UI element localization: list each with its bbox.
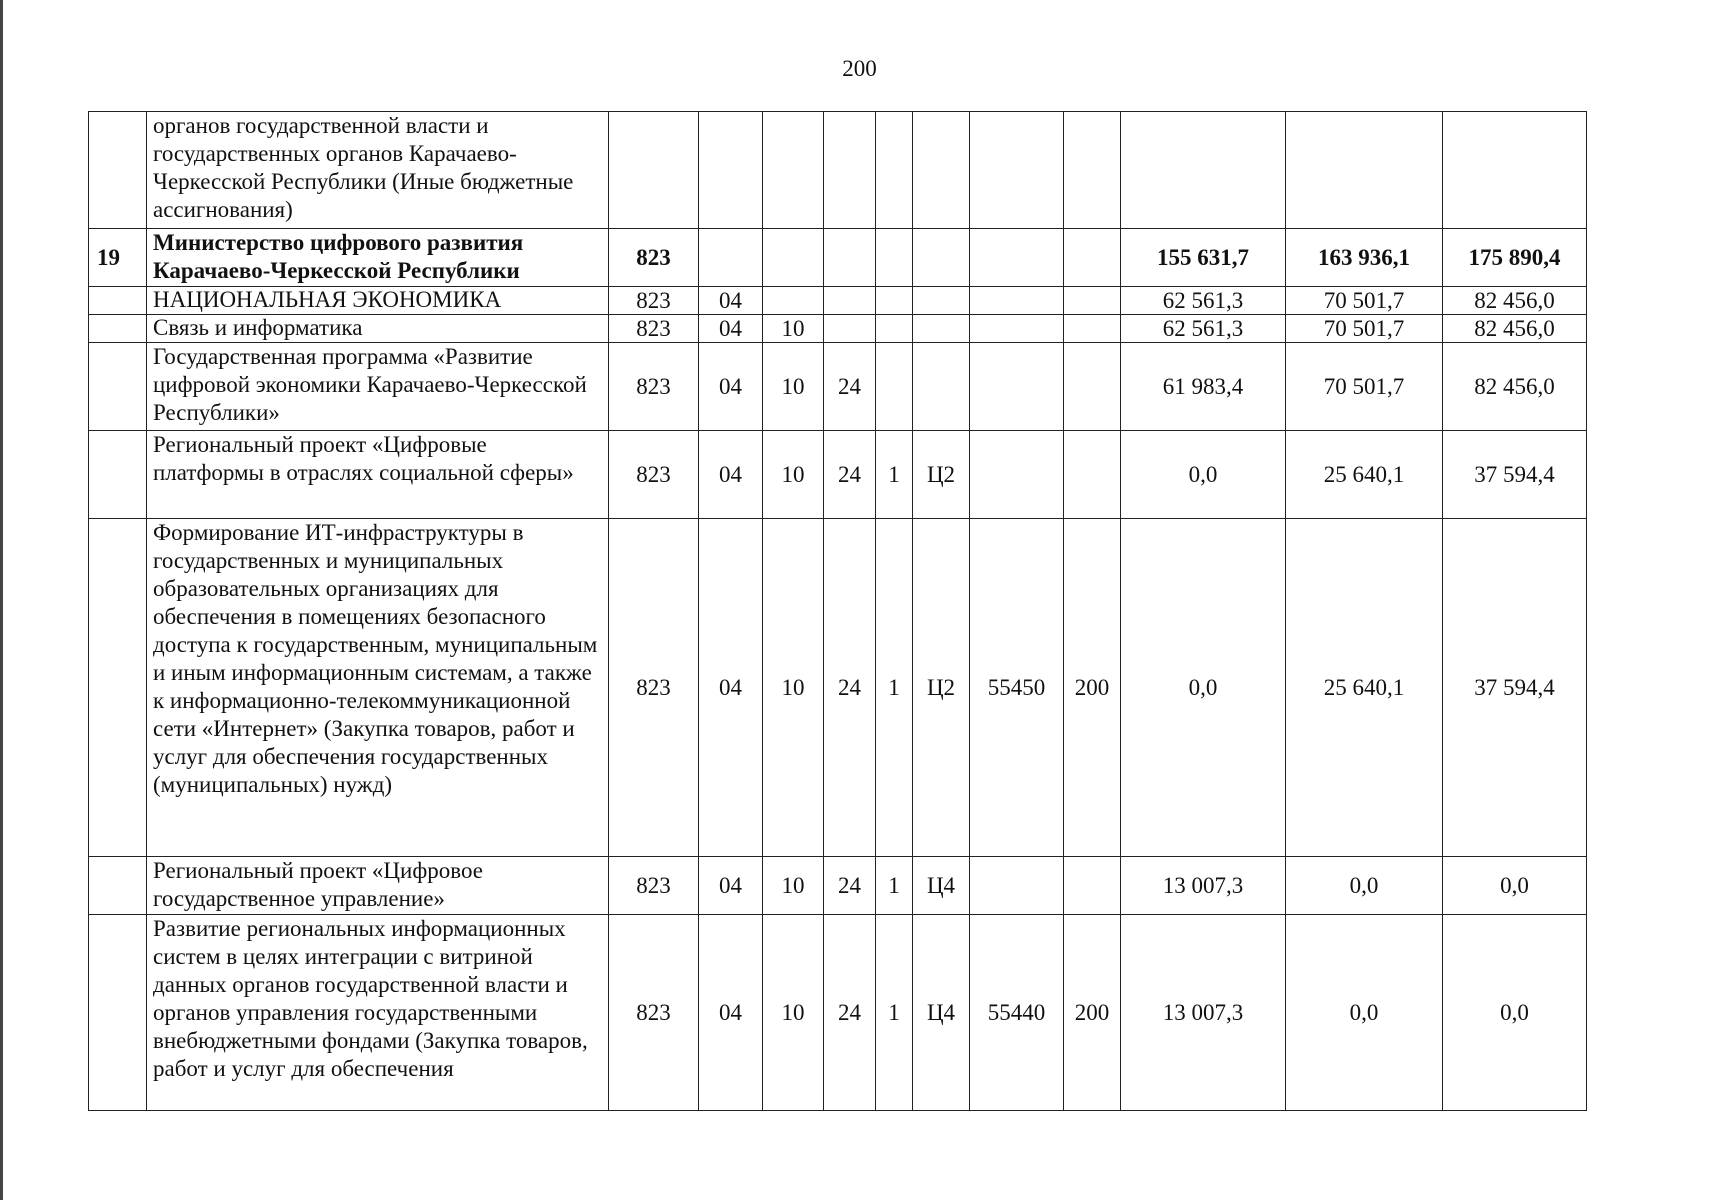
row-number: 19: [89, 229, 147, 287]
cell-vr: [1064, 287, 1121, 315]
cell-project: [913, 112, 970, 229]
cell-project: Ц2: [913, 431, 970, 519]
cell-rz: 04: [699, 287, 763, 315]
cell-program: [824, 229, 876, 287]
cell-year3: 175 890,4: [1443, 229, 1587, 287]
cell-year1: 13 007,3: [1121, 857, 1286, 915]
cell-year3: 0,0: [1443, 915, 1587, 1111]
cell-program: [824, 287, 876, 315]
cell-year2: 70 501,7: [1286, 343, 1443, 431]
cell-ved: [609, 112, 699, 229]
row-number: [89, 315, 147, 343]
cell-ved: 823: [609, 315, 699, 343]
cell-program: 24: [824, 915, 876, 1111]
cell-pr: 10: [763, 857, 824, 915]
row-number: [89, 112, 147, 229]
cell-program: 24: [824, 857, 876, 915]
cell-rz: [699, 229, 763, 287]
cell-year3: 82 456,0: [1443, 287, 1587, 315]
row-name: Связь и информатика: [147, 315, 609, 343]
cell-rz: 04: [699, 915, 763, 1111]
cell-ved: 823: [609, 287, 699, 315]
cell-project: [913, 343, 970, 431]
cell-pr: 10: [763, 315, 824, 343]
cell-pr: 10: [763, 431, 824, 519]
cell-rz: [699, 112, 763, 229]
cell-direction: [970, 431, 1064, 519]
cell-year1: 0,0: [1121, 519, 1286, 857]
cell-rz: 04: [699, 343, 763, 431]
row-name: Министерство цифрового развития Карачаево-Черкесской Республики: [147, 229, 609, 287]
row-number: [89, 343, 147, 431]
cell-year1: 62 561,3: [1121, 315, 1286, 343]
cell-year2: [1286, 112, 1443, 229]
cell-ved: 823: [609, 519, 699, 857]
cell-program: 24: [824, 343, 876, 431]
table-row: [89, 343, 1587, 431]
cell-pr: 10: [763, 343, 824, 431]
cell-year3: 37 594,4: [1443, 519, 1587, 857]
table-row: [89, 431, 1587, 519]
cell-year3: 0,0: [1443, 857, 1587, 915]
cell-year1: 61 983,4: [1121, 343, 1286, 431]
cell-year1: 62 561,3: [1121, 287, 1286, 315]
cell-pr: 10: [763, 915, 824, 1111]
cell-vr: 200: [1064, 915, 1121, 1111]
page-number: 200: [842, 56, 877, 81]
cell-direction: [970, 112, 1064, 229]
table-row: [89, 857, 1587, 915]
cell-subprogram: [876, 343, 913, 431]
row-number: [89, 519, 147, 857]
cell-direction: [970, 287, 1064, 315]
cell-subprogram: [876, 229, 913, 287]
table-row: [89, 519, 1587, 857]
cell-program: 24: [824, 431, 876, 519]
row-number: [89, 287, 147, 315]
cell-pr: [763, 112, 824, 229]
cell-pr: [763, 287, 824, 315]
cell-year1: 0,0: [1121, 431, 1286, 519]
cell-vr: [1064, 315, 1121, 343]
cell-subprogram: 1: [876, 431, 913, 519]
cell-subprogram: 1: [876, 519, 913, 857]
cell-direction: [970, 857, 1064, 915]
cell-year1: 13 007,3: [1121, 915, 1286, 1111]
cell-year2: 0,0: [1286, 857, 1443, 915]
cell-year3: [1443, 112, 1587, 229]
row-name: Региональный проект «Цифровое государственное управление»: [147, 857, 609, 915]
cell-direction: [970, 315, 1064, 343]
cell-vr: [1064, 112, 1121, 229]
budget-table: [88, 111, 1587, 1111]
cell-ved: 823: [609, 229, 699, 287]
row-number: [89, 431, 147, 519]
table-row: [89, 112, 1587, 229]
cell-pr: 10: [763, 519, 824, 857]
cell-ved: 823: [609, 343, 699, 431]
table-row: [89, 229, 1587, 287]
cell-year3: 82 456,0: [1443, 343, 1587, 431]
cell-rz: 04: [699, 519, 763, 857]
cell-subprogram: 1: [876, 857, 913, 915]
cell-ved: 823: [609, 431, 699, 519]
cell-direction: 55440: [970, 915, 1064, 1111]
row-name: НАЦИОНАЛЬНАЯ ЭКОНОМИКА: [147, 287, 609, 315]
cell-project: Ц2: [913, 519, 970, 857]
table-row: [89, 315, 1587, 343]
cell-program: [824, 315, 876, 343]
cell-year2: 25 640,1: [1286, 431, 1443, 519]
cell-ved: 823: [609, 915, 699, 1111]
cell-vr: [1064, 431, 1121, 519]
cell-project: [913, 287, 970, 315]
cell-year1: [1121, 112, 1286, 229]
cell-direction: 55450: [970, 519, 1064, 857]
cell-subprogram: 1: [876, 915, 913, 1111]
cell-year2: 70 501,7: [1286, 287, 1443, 315]
cell-year2: 25 640,1: [1286, 519, 1443, 857]
cell-pr: [763, 229, 824, 287]
cell-rz: 04: [699, 857, 763, 915]
cell-direction: [970, 343, 1064, 431]
row-name: Государственная программа «Развитие цифровой экономики Карачаево-Черкесской Республики»: [147, 343, 609, 431]
cell-project: [913, 315, 970, 343]
cell-project: Ц4: [913, 857, 970, 915]
row-name: Региональный проект «Цифровые платформы в отраслях социальной сферы»: [147, 431, 609, 519]
cell-rz: 04: [699, 315, 763, 343]
row-number: [89, 915, 147, 1111]
cell-rz: 04: [699, 431, 763, 519]
table-row: [89, 287, 1587, 315]
row-name: Развитие региональных информационных систем в целях интеграции с витриной данных органов государственной власти и органов управления государственными внебюджетными фондами (Закупка товаров, работ и услуг для обеспечения: [147, 915, 609, 1111]
cell-direction: [970, 229, 1064, 287]
cell-subprogram: [876, 112, 913, 229]
cell-vr: [1064, 343, 1121, 431]
cell-project: [913, 229, 970, 287]
cell-program: [824, 112, 876, 229]
cell-project: Ц4: [913, 915, 970, 1111]
cell-vr: [1064, 857, 1121, 915]
cell-vr: [1064, 229, 1121, 287]
cell-program: 24: [824, 519, 876, 857]
cell-year2: 0,0: [1286, 915, 1443, 1111]
row-name: органов государственной власти и государственных органов Карачаево-Черкесской Республики (Иные бюджетные ассигнования): [147, 112, 609, 229]
cell-year3: 37 594,4: [1443, 431, 1587, 519]
cell-subprogram: [876, 287, 913, 315]
page-edge: [0, 0, 3, 1200]
cell-year3: 82 456,0: [1443, 315, 1587, 343]
cell-year2: 163 936,1: [1286, 229, 1443, 287]
cell-vr: 200: [1064, 519, 1121, 857]
table-row: [89, 915, 1587, 1111]
cell-subprogram: [876, 315, 913, 343]
cell-ved: 823: [609, 857, 699, 915]
row-number: [89, 857, 147, 915]
row-name: Формирование ИТ-инфраструктуры в государственных и муниципальных образовательных организациях для обеспечения в помещениях безопасного доступа к государственным, муниципальным и иным информационным системам, а также к информационно-телекоммуникационной сети «Интернет» (Закупка товаров, работ и услуг для обеспечения государственных (муниципальных) нужд): [147, 519, 609, 857]
cell-year2: 70 501,7: [1286, 315, 1443, 343]
cell-year1: 155 631,7: [1121, 229, 1286, 287]
